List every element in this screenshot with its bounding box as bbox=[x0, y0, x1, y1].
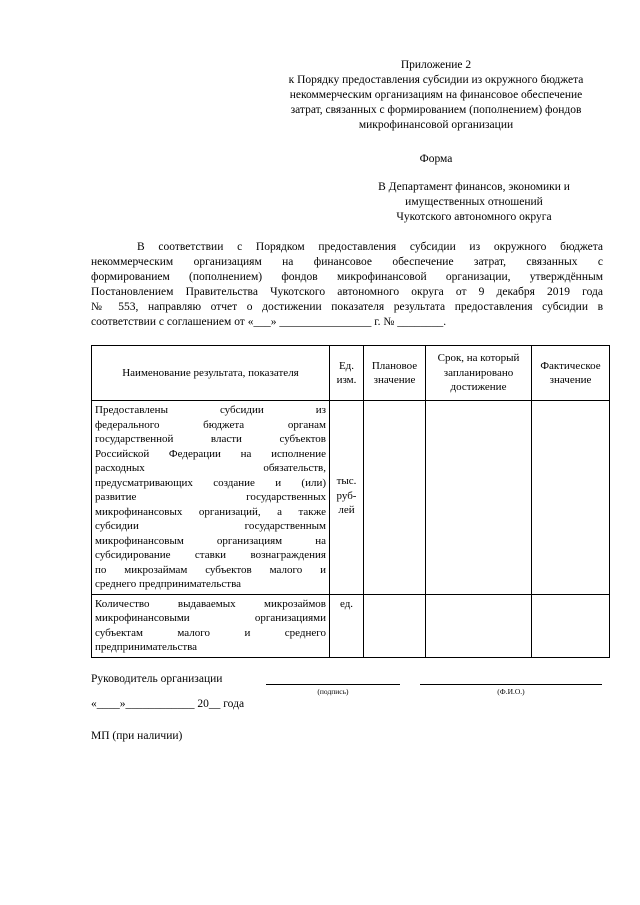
signature-label: Руководитель организации bbox=[91, 673, 223, 685]
table-row bbox=[92, 594, 610, 657]
row-name-line: среднего предпринимательства bbox=[95, 578, 242, 590]
intro-line: некоммерческим организациям на финансовое обеспечение затрат, связанных с bbox=[91, 256, 603, 268]
row-name-cell bbox=[92, 401, 330, 595]
row-unit-line: руб- bbox=[336, 489, 357, 502]
header-planned: Плановое значение bbox=[364, 346, 426, 401]
intro-paragraph bbox=[91, 240, 603, 330]
recipient-line: имущественных отношений bbox=[405, 196, 543, 208]
header-deadline: Срок, на который запланировано достижение bbox=[426, 346, 532, 401]
row-name-line: субсидирование ставки вознаграждения bbox=[95, 549, 326, 561]
row-name-line: государственной власти субъектов bbox=[95, 433, 326, 445]
row-planned-cell[interactable] bbox=[364, 594, 426, 657]
recipient-block bbox=[362, 180, 586, 225]
appendix-line: Приложение 2 bbox=[400, 59, 472, 71]
header-name: Наименование результата, показателя bbox=[92, 346, 330, 401]
appendix-line: к Порядку предоставления субсидии из окружного бюджета bbox=[288, 74, 584, 86]
row-name-line: субъектам малого и среднего bbox=[95, 626, 326, 639]
row-name-line: предусматривающих создание и (или) bbox=[95, 476, 326, 489]
header-actual: Фактическое значение bbox=[532, 346, 610, 401]
row-name-line: субсидии государственным bbox=[95, 520, 326, 532]
appendix-line: некоммерческим организациям на финансовое обеспечение bbox=[289, 89, 583, 101]
row-name-line: микрофинансовых организаций, а также bbox=[95, 505, 326, 518]
row-planned-cell[interactable] bbox=[364, 401, 426, 595]
table-row bbox=[92, 401, 610, 595]
report-table bbox=[91, 345, 610, 658]
row-actual-cell[interactable] bbox=[532, 594, 610, 657]
row-deadline-cell[interactable] bbox=[426, 401, 532, 595]
row-unit-line: тыс. bbox=[336, 475, 357, 487]
row-name-line: Количество выдаваемых микрозаймов bbox=[95, 597, 326, 610]
intro-line: Постановлением Правительства Чукотского автономного округа от 9 декабря 2019 года bbox=[91, 286, 603, 298]
row-name-cell bbox=[92, 594, 330, 657]
row-deadline-cell[interactable] bbox=[426, 594, 532, 657]
recipient-line: Чукотского автономного округа bbox=[396, 211, 552, 223]
table-header-row bbox=[92, 346, 610, 401]
signature-caption: (подпись) bbox=[317, 687, 349, 696]
date-line: «____»____________ 20__ года bbox=[91, 698, 245, 710]
stamp-note: МП (при наличии) bbox=[91, 730, 183, 742]
header-unit: Ед. изм. bbox=[330, 346, 364, 401]
intro-line: № 553, направляю отчет о достижении показателя результата предоставления субсидии в bbox=[91, 301, 603, 313]
intro-line: формированием (пополнением) фондов микрофинансовой организации, утверждённым bbox=[91, 271, 603, 283]
row-name-line: по микрозаймам субъектов малого и bbox=[95, 563, 326, 576]
form-label: Форма bbox=[419, 153, 453, 165]
fio-field[interactable] bbox=[420, 684, 602, 685]
row-unit-line: ед. bbox=[339, 597, 354, 610]
row-unit-cell bbox=[330, 401, 364, 595]
row-name-line: микрофинансовым организациям на bbox=[95, 534, 326, 547]
row-name-line: развитие государственных bbox=[95, 491, 326, 503]
row-name-line: расходных обязательств, bbox=[95, 462, 326, 474]
row-unit-cell bbox=[330, 594, 364, 657]
intro-line: В соответствии с Порядком предоставления субсидии из окружного бюджета bbox=[137, 241, 603, 253]
row-name-line: Российской Федерации на исполнение bbox=[95, 447, 326, 460]
row-name-line: микрофинансовыми организациями bbox=[95, 612, 326, 624]
row-name-line: федерального бюджета органам bbox=[95, 418, 326, 431]
appendix-line: микрофинансовой организации bbox=[358, 119, 514, 131]
appendix-header bbox=[262, 58, 610, 133]
fio-caption: (Ф.И.О.) bbox=[497, 687, 525, 696]
row-actual-cell[interactable] bbox=[532, 401, 610, 595]
appendix-line: затрат, связанных с формированием (пополнением) фондов bbox=[290, 104, 582, 116]
intro-line: соответствии с соглашением от «___» ________________ г. № ________. bbox=[91, 316, 447, 328]
signature-field[interactable] bbox=[266, 684, 400, 685]
row-name-line: предпринимательства bbox=[95, 641, 198, 653]
row-unit-line: лей bbox=[338, 504, 355, 516]
row-name-line: Предоставлены субсидии из bbox=[95, 404, 326, 416]
recipient-line: В Департамент финансов, экономики и bbox=[378, 181, 570, 193]
